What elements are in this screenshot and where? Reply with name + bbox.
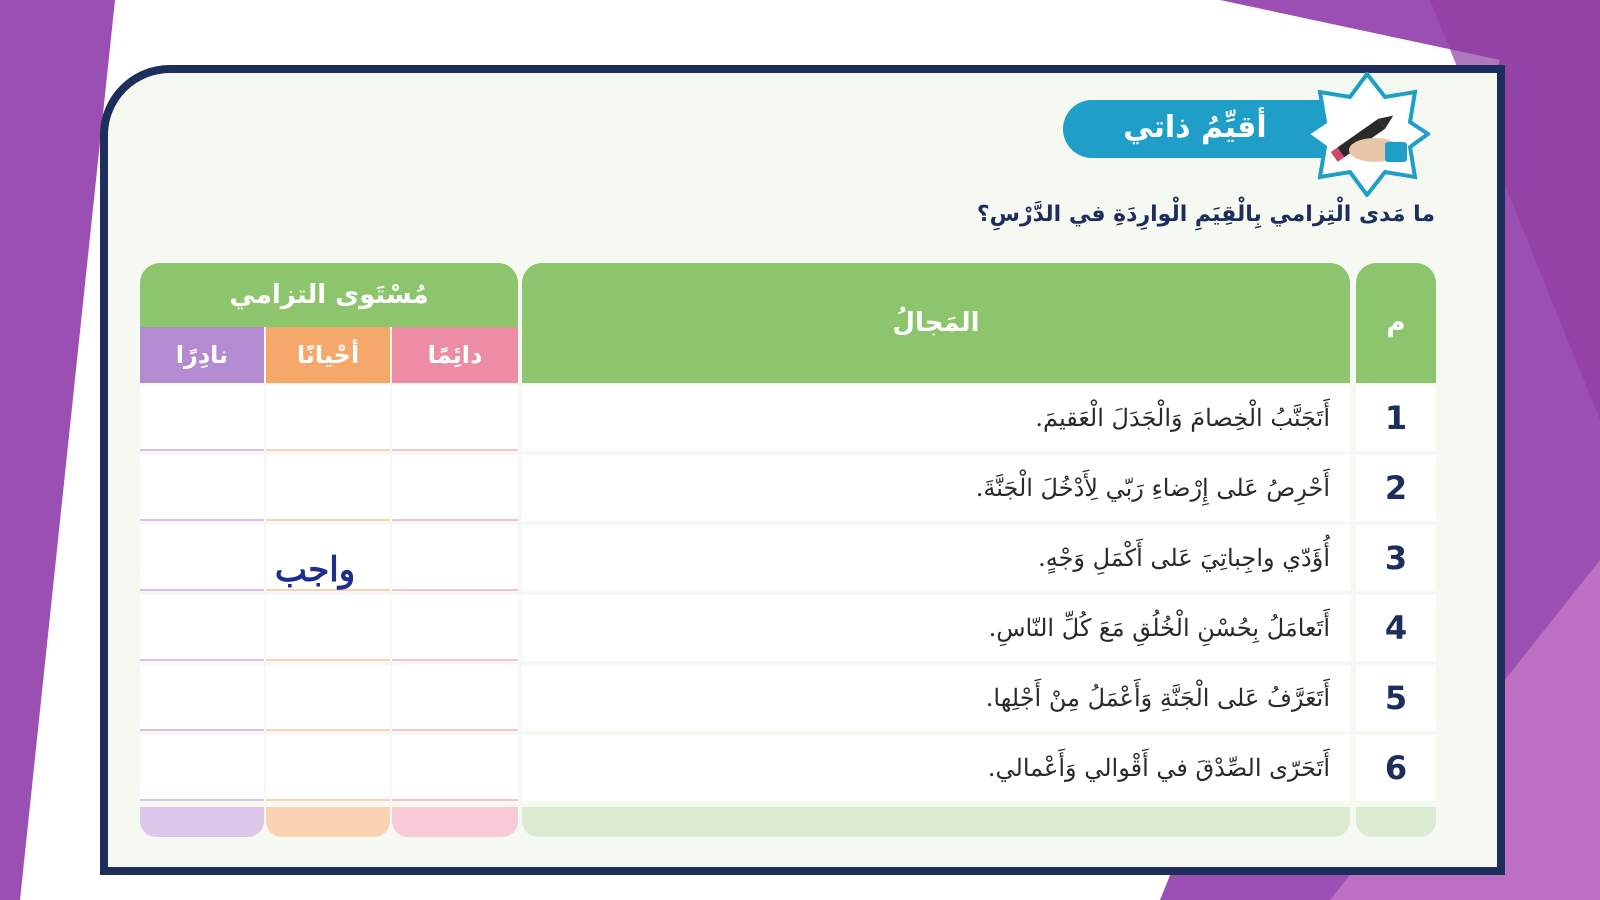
row-number: 1 [1384, 399, 1408, 437]
row-sometimes-cell[interactable] [266, 455, 390, 521]
table-footer-sometimes [266, 807, 390, 837]
row-domain-text: أَتَجَنَّبُ الْخِصامَ وَالْجَدَلَ الْعَقيمَ. [1035, 404, 1330, 432]
row-always-cell[interactable] [392, 735, 518, 801]
row-number-cell [1356, 525, 1436, 591]
row-always-cell[interactable] [392, 525, 518, 591]
header-always-label: دائِمًا [427, 341, 483, 369]
header-domain [522, 263, 1350, 383]
header-number [1356, 263, 1436, 383]
row-rarely-cell[interactable] [140, 665, 264, 731]
badge-title: أقيِّمُ ذاتي [1123, 110, 1267, 145]
row-domain-cell [522, 525, 1350, 591]
row-sometimes-cell[interactable] [266, 665, 390, 731]
table-footer-always [392, 807, 518, 837]
row-number: 3 [1384, 539, 1408, 577]
row-rarely-cell[interactable] [140, 385, 264, 451]
row-domain-cell [522, 595, 1350, 661]
row-rarely-cell[interactable] [140, 735, 264, 801]
row-rarely-cell[interactable] [140, 455, 264, 521]
row-number-cell [1356, 385, 1436, 451]
row-domain-text: أَتَعَرَّفُ عَلى الْجَنَّةِ وَأَعْمَلُ مِنْ أَجْلِها. [985, 684, 1330, 712]
row-always-cell[interactable] [392, 385, 518, 451]
table-footer-number [1356, 807, 1436, 837]
handwritten-note: واجب [274, 551, 356, 589]
header-sometimes-label: أحْيانًا [296, 341, 360, 369]
question-text: ما مَدى الْتِزامي بِالْقِيَمِ الْوارِدَةِ في الدَّرْسِ؟ [976, 202, 1435, 227]
row-number: 6 [1384, 749, 1408, 787]
row-always-cell[interactable] [392, 595, 518, 661]
pencil-icon [1305, 72, 1430, 197]
row-sometimes-cell[interactable] [266, 595, 390, 661]
header-domain-label: المَجالُ [892, 308, 980, 338]
row-domain-text: أَتَحَرّى الصِّدْقَ في أَقْوالي وَأَعْمالي. [987, 754, 1330, 782]
header-level-label: مُسْتَوى التزامي [229, 280, 429, 310]
row-number-cell [1356, 665, 1436, 731]
row-number-cell [1356, 455, 1436, 521]
table-footer-rarely [140, 807, 264, 837]
table-footer-domain [522, 807, 1350, 837]
row-domain-cell [522, 385, 1350, 451]
row-domain-cell [522, 455, 1350, 521]
row-domain-cell [522, 735, 1350, 801]
row-number-cell [1356, 735, 1436, 801]
header-always [392, 327, 518, 383]
row-domain-text: أَحْرِصُ عَلى إِرْضاءِ رَبّي لِأَدْخُلَ الْجَنَّةَ. [975, 474, 1330, 502]
header-number-label: م [1386, 308, 1406, 338]
header-rarely-label: نادِرًا [175, 341, 229, 369]
row-always-cell[interactable] [392, 665, 518, 731]
row-number-cell [1356, 595, 1436, 661]
row-rarely-cell[interactable] [140, 595, 264, 661]
row-number: 4 [1384, 609, 1408, 647]
row-number: 5 [1384, 679, 1408, 717]
row-sometimes-cell[interactable] [266, 735, 390, 801]
row-rarely-cell[interactable] [140, 525, 264, 591]
header-level [140, 263, 518, 327]
row-sometimes-cell[interactable] [266, 385, 390, 451]
row-domain-cell [522, 665, 1350, 731]
header-sometimes [266, 327, 390, 383]
row-domain-text: أَتَعامَلُ بِحُسْنِ الْخُلُقِ مَعَ كُلِّ النّاسِ. [988, 614, 1330, 642]
row-domain-text: أُؤَدّي واجِباتِيَ عَلى أَكْمَلِ وَجْهٍ. [1038, 544, 1330, 572]
row-always-cell[interactable] [392, 455, 518, 521]
header-rarely [140, 327, 264, 383]
row-number: 2 [1384, 469, 1408, 507]
